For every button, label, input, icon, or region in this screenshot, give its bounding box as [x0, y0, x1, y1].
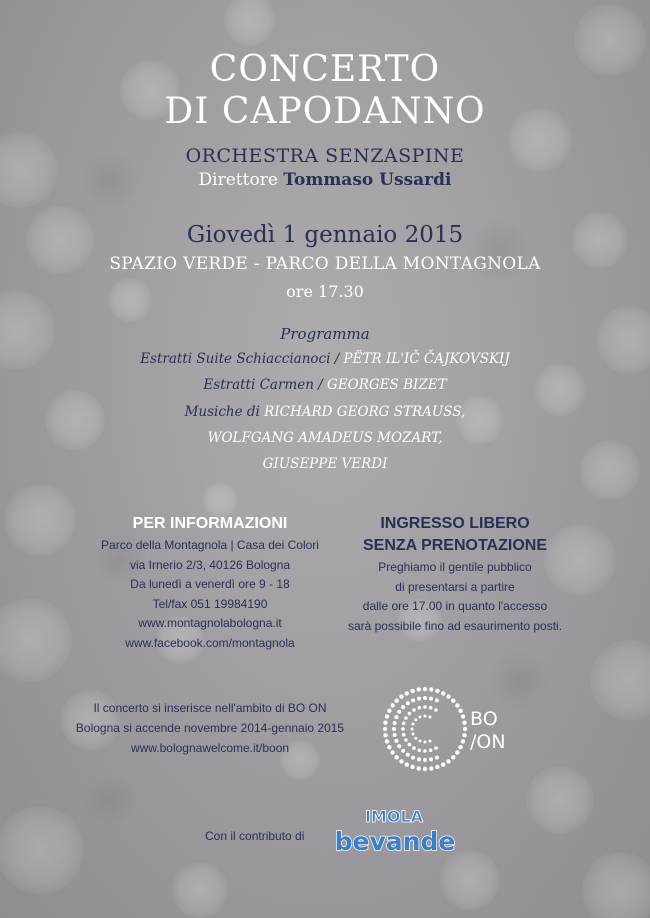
concert-date: Giovedì 1 gennaio 2015: [186, 222, 464, 248]
program-composer: GIUSEPPE VERDI: [262, 456, 388, 472]
program-work: Estratti Suite Schiaccianoci /: [140, 351, 340, 367]
program-composer: WOLFGANG AMADEUS MOZART,: [207, 430, 443, 446]
entry-section: [340, 514, 570, 636]
program-work: Musiche di: [184, 404, 260, 420]
contribution-label: Con il contributo di: [205, 829, 305, 843]
boon-logo-icon: [380, 684, 540, 774]
entry-line: Preghiamo il gentile pubblico: [378, 560, 532, 574]
orchestra-name: ORCHESTRA SENZASPINE: [185, 145, 465, 167]
boon-logo-text: [470, 708, 506, 754]
entry-line: sarà possibile fino ad esaurimento posti.: [347, 618, 563, 633]
title-line-2: DI CAPODANNO: [164, 91, 486, 132]
info-facebook: www.facebook.com/montagnola: [125, 635, 295, 650]
concert-time: ore 17.30: [286, 282, 364, 301]
concert-venue: SPAZIO VERDE - PARCO DELLA MONTAGNOLA: [109, 254, 541, 274]
info-heading: PER INFORMAZIONI: [132, 515, 288, 532]
entry-heading-1: INGRESSO LIBERO: [380, 515, 530, 532]
title-line-1: CONCERTO: [209, 49, 441, 90]
program-heading: Programma: [280, 325, 370, 343]
info-line: Tel/fax 051 19984190: [152, 596, 268, 611]
boon-logo-line-1: BO: [470, 708, 498, 730]
boon-url: www.bolognawelcome.it/boon: [130, 741, 290, 755]
sponsor-logo-top: IMOLA: [364, 807, 424, 826]
sponsor-logo-bottom: bevande: [334, 827, 456, 856]
boon-line: Il concerto si inserisce nell'ambito di BO ON: [93, 701, 327, 715]
program-composer: RICHARD GEORG STRAUSS,: [264, 404, 466, 420]
imola-bevande-logo: [326, 800, 464, 860]
boon-line: Bologna si accende novembre 2014-gennaio 2015: [75, 721, 345, 735]
info-line: Parco della Montagnola | Casa dei Colori: [101, 538, 319, 552]
director-name: Tommaso Ussardi: [283, 170, 452, 190]
program-item-3: [0, 404, 650, 420]
program-composer: GEORGES BIZET: [327, 377, 447, 393]
info-section: [95, 514, 325, 653]
program-composer: PËTR IL'IČ ČAJKOVSKIJ: [343, 351, 510, 367]
entry-line: dalle ore 17.00 in quanto l'accesso: [362, 599, 548, 613]
program-item-1: [0, 351, 650, 367]
entry-heading-2: SENZA PRENOTAZIONE: [362, 537, 547, 554]
director-label: Direttore: [198, 170, 278, 190]
program-work: Estratti Carmen /: [203, 377, 323, 393]
entry-line: di presentarsi a partire: [395, 579, 515, 594]
boon-logo-line-2: /ON: [470, 731, 506, 753]
info-line: Da lunedì a venerdì ore 9 - 18: [130, 577, 290, 591]
info-line: via Irnerio 2/3, 40126 Bologna: [129, 557, 291, 572]
info-website: www.montagnolabologna.it: [138, 616, 282, 630]
program-item-2: [0, 377, 650, 393]
boon-note: [60, 698, 360, 758]
director-line: [0, 170, 650, 190]
